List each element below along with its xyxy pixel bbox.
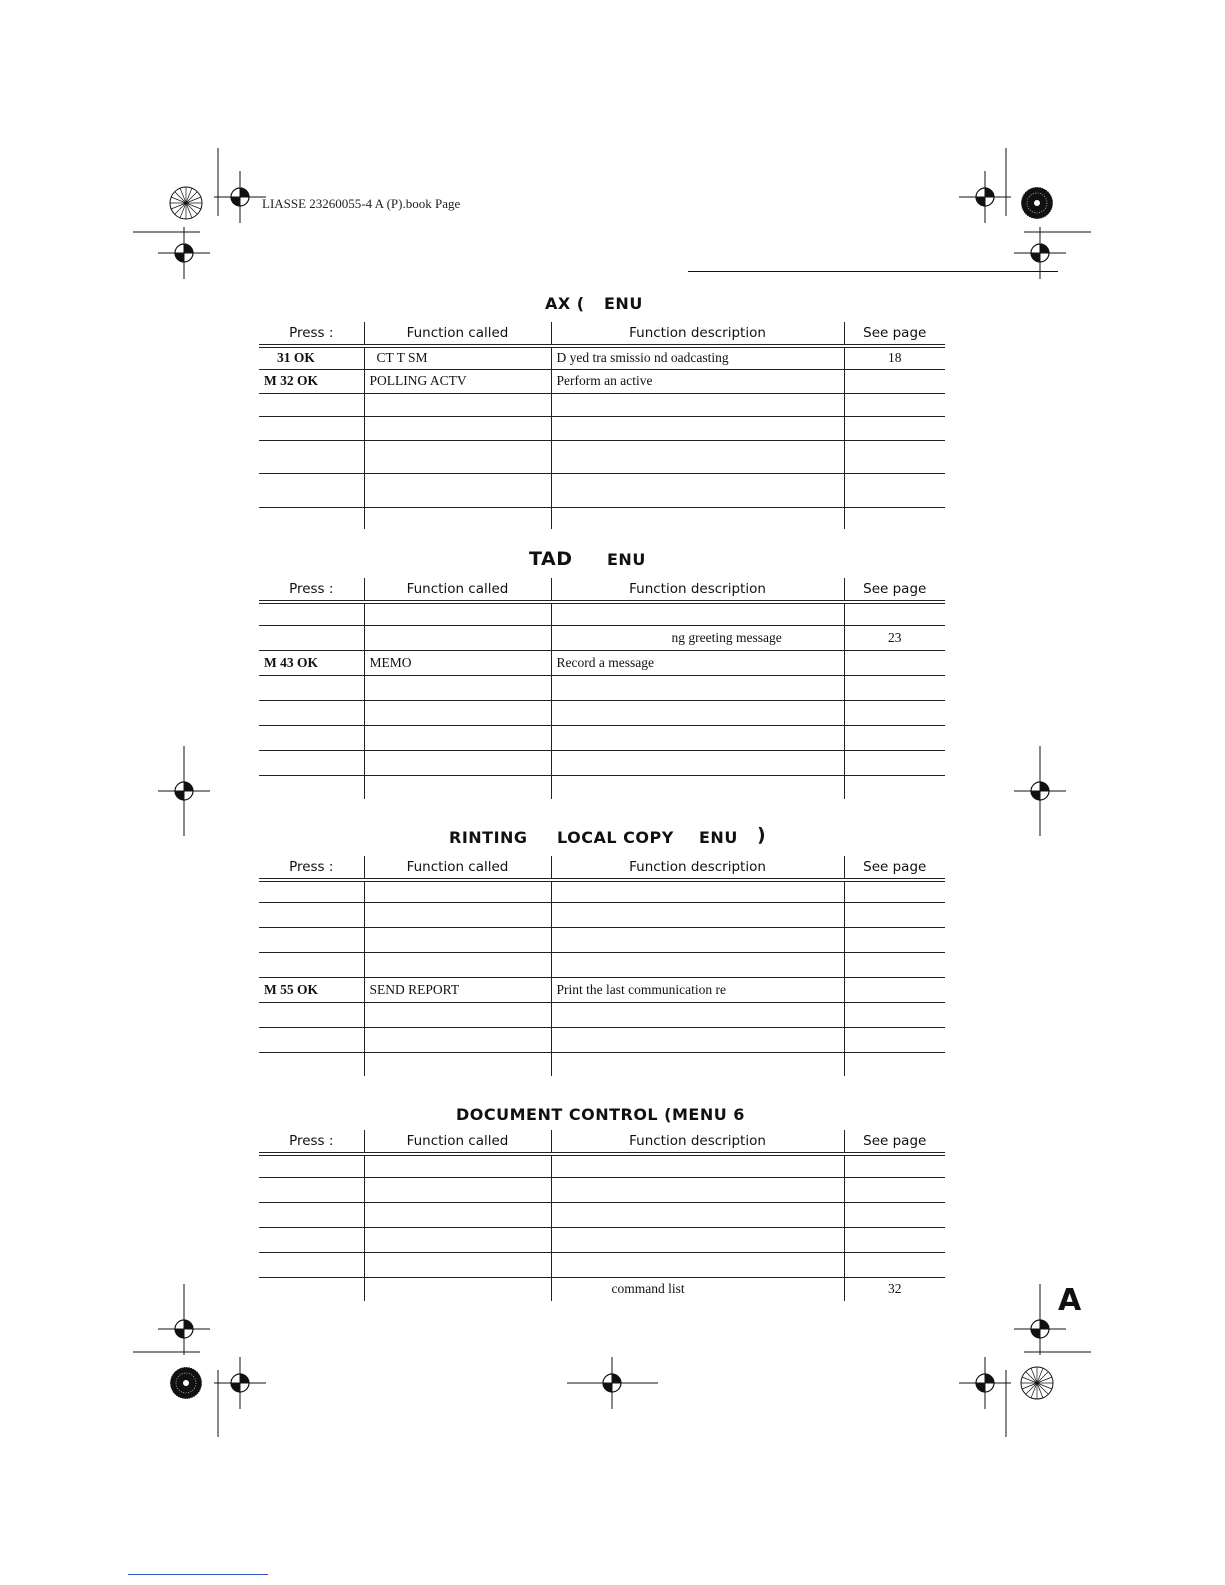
- function-cell: CT T SM: [364, 346, 551, 369]
- description-cell: [551, 1227, 844, 1252]
- page-cell: [844, 393, 945, 416]
- table-row: [259, 346, 945, 369]
- description-cell: [551, 775, 844, 799]
- title-part: ENU: [604, 294, 643, 313]
- function-cell: [364, 602, 551, 625]
- title-part: RINTING: [449, 828, 528, 847]
- table-row: [259, 650, 945, 675]
- page-cell: [844, 902, 945, 927]
- printing-menu-table: [259, 856, 945, 1076]
- section-title: [259, 824, 945, 852]
- press-cell: M 32 OK: [259, 369, 364, 393]
- title-part: ENU: [607, 550, 646, 569]
- press-cell: [259, 902, 364, 927]
- table-row: [259, 1154, 945, 1177]
- description-cell: [551, 1052, 844, 1076]
- table-header-row: [259, 578, 945, 602]
- description-cell: [551, 675, 844, 700]
- function-cell: [364, 1002, 551, 1027]
- function-cell: [364, 1027, 551, 1052]
- description-cell: [551, 952, 844, 977]
- fax-menu-table: [259, 322, 945, 529]
- page-cell: [844, 977, 945, 1002]
- function-cell: MEMO: [364, 650, 551, 675]
- description-cell: [551, 473, 844, 507]
- table-row: [259, 977, 945, 1002]
- press-cell: [259, 700, 364, 725]
- column-header-see-page: See page: [844, 578, 945, 602]
- column-header-see-page: See page: [844, 1130, 945, 1154]
- footer-link-underline: [128, 1574, 268, 1575]
- page-cell: [844, 473, 945, 507]
- function-cell: [364, 1252, 551, 1277]
- table-row: [259, 1177, 945, 1202]
- table-row: [259, 952, 945, 977]
- registration-crosshair: [214, 1357, 266, 1409]
- function-cell: [364, 1202, 551, 1227]
- page-cell: [844, 440, 945, 473]
- press-cell: [259, 473, 364, 507]
- function-cell: [364, 902, 551, 927]
- column-header-function-called: Function called: [364, 856, 551, 880]
- press-cell: [259, 880, 364, 902]
- description-cell: [551, 927, 844, 952]
- page-cell: [844, 1027, 945, 1052]
- column-header-press: Press :: [259, 322, 364, 346]
- description-cell: [551, 1154, 844, 1177]
- column-header-press: Press :: [259, 1130, 364, 1154]
- table-row: [259, 1027, 945, 1052]
- table-row: [259, 775, 945, 799]
- press-cell: M 55 OK: [259, 977, 364, 1002]
- section-title: [259, 550, 945, 574]
- function-cell: SEND REPORT: [364, 977, 551, 1002]
- function-cell: [364, 1177, 551, 1202]
- function-cell: [364, 507, 551, 529]
- table-row: [259, 369, 945, 393]
- press-cell: M 43 OK: [259, 650, 364, 675]
- table-row: [259, 902, 945, 927]
- page-cell: [844, 880, 945, 902]
- description-cell: [551, 1002, 844, 1027]
- function-cell: [364, 700, 551, 725]
- function-cell: [364, 1227, 551, 1252]
- page-cell: [844, 369, 945, 393]
- table-row: [259, 1252, 945, 1277]
- page-cell: [844, 700, 945, 725]
- table-row: [259, 750, 945, 775]
- column-header-function-description: Function description: [551, 578, 844, 602]
- table-row: [259, 1052, 945, 1076]
- description-cell: [551, 880, 844, 902]
- press-cell: [259, 1277, 364, 1301]
- title-part: AX (: [545, 294, 585, 313]
- page-cell: [844, 725, 945, 750]
- page-cell: [844, 416, 945, 440]
- press-cell: [259, 750, 364, 775]
- press-cell: [259, 416, 364, 440]
- table-header-row: [259, 1130, 945, 1154]
- column-header-function-called: Function called: [364, 1130, 551, 1154]
- page-cell: [844, 675, 945, 700]
- table-row: [259, 625, 945, 650]
- description-cell: Record a message: [551, 650, 844, 675]
- press-cell: [259, 602, 364, 625]
- page-cell: [844, 750, 945, 775]
- press-cell: [259, 393, 364, 416]
- registration-star-mark: [170, 187, 202, 219]
- column-header-function-description: Function description: [551, 856, 844, 880]
- page-cell: [844, 775, 945, 799]
- table-row: [259, 440, 945, 473]
- description-cell: [551, 393, 844, 416]
- title-part: ENU: [699, 828, 738, 847]
- description-cell: [551, 1027, 844, 1052]
- function-cell: [364, 952, 551, 977]
- registration-star-mark: [1021, 1367, 1053, 1399]
- description-cell: ng greeting message: [551, 625, 844, 650]
- column-header-function-called: Function called: [364, 578, 551, 602]
- page-cell: [844, 1177, 945, 1202]
- function-cell: [364, 1154, 551, 1177]
- function-cell: POLLING ACTV: [364, 369, 551, 393]
- table-row: [259, 393, 945, 416]
- table-row: [259, 725, 945, 750]
- page-cell: [844, 1252, 945, 1277]
- description-cell: Perform an active: [551, 369, 844, 393]
- table-header-row: [259, 856, 945, 880]
- press-cell: [259, 775, 364, 799]
- function-cell: [364, 1052, 551, 1076]
- function-cell: [364, 625, 551, 650]
- tad-menu-table: [259, 578, 945, 799]
- section-title: [259, 1105, 945, 1129]
- press-cell: [259, 507, 364, 529]
- function-cell: [364, 750, 551, 775]
- table-row: [259, 473, 945, 507]
- title-part: LOCAL COPY: [557, 828, 674, 847]
- description-cell: [551, 1252, 844, 1277]
- description-cell: [551, 416, 844, 440]
- press-cell: [259, 675, 364, 700]
- page-cell: [844, 1002, 945, 1027]
- function-cell: [364, 473, 551, 507]
- description-cell: [551, 750, 844, 775]
- press-cell: [259, 1052, 364, 1076]
- function-cell: [364, 440, 551, 473]
- title-part: TAD: [529, 548, 573, 570]
- press-cell: [259, 952, 364, 977]
- function-cell: [364, 775, 551, 799]
- table-row: [259, 675, 945, 700]
- column-header-see-page: See page: [844, 322, 945, 346]
- page-cell: [844, 602, 945, 625]
- table-row: [259, 507, 945, 529]
- press-cell: [259, 1154, 364, 1177]
- title-part: ): [757, 824, 767, 846]
- function-cell: [364, 675, 551, 700]
- press-cell: [259, 927, 364, 952]
- page-cell: [844, 507, 945, 529]
- page-cell: [844, 952, 945, 977]
- column-header-function-description: Function description: [551, 1130, 844, 1154]
- registration-star-mark: [1021, 187, 1053, 219]
- registration-crosshair: [959, 171, 1011, 223]
- table-row: [259, 1227, 945, 1252]
- page-cell: [844, 650, 945, 675]
- registration-crosshair: [214, 171, 266, 223]
- description-cell: [551, 700, 844, 725]
- description-cell: [551, 1202, 844, 1227]
- description-cell: D yed tra smissio nd oadcasting: [551, 346, 844, 369]
- description-cell: command list: [551, 1277, 844, 1301]
- title-part: DOCUMENT CONTROL (MENU 6: [456, 1105, 745, 1124]
- table-row: [259, 1002, 945, 1027]
- registration-crosshair: [158, 227, 210, 279]
- press-cell: [259, 625, 364, 650]
- page-cell: [844, 1202, 945, 1227]
- press-cell: [259, 725, 364, 750]
- section-title: [259, 294, 945, 318]
- description-cell: [551, 602, 844, 625]
- table-row: [259, 880, 945, 902]
- table-row: [259, 1202, 945, 1227]
- page-cell: [844, 1227, 945, 1252]
- function-cell: [364, 393, 551, 416]
- book-file-label: LIASSE 23260055-4 A (P).book Page: [262, 196, 461, 211]
- press-cell: [259, 1252, 364, 1277]
- column-header-press: Press :: [259, 578, 364, 602]
- column-header-press: Press :: [259, 856, 364, 880]
- description-cell: [551, 725, 844, 750]
- press-cell: [259, 1002, 364, 1027]
- function-cell: [364, 416, 551, 440]
- column-header-function-called: Function called: [364, 322, 551, 346]
- column-header-function-description: Function description: [551, 322, 844, 346]
- page-cell: [844, 1154, 945, 1177]
- page-cell: 18: [844, 346, 945, 369]
- page-cell: 23: [844, 625, 945, 650]
- table-row: [259, 416, 945, 440]
- function-cell: [364, 880, 551, 902]
- press-cell: [259, 1202, 364, 1227]
- description-cell: [551, 902, 844, 927]
- table-row: [259, 602, 945, 625]
- page-cell: [844, 1052, 945, 1076]
- description-cell: [551, 440, 844, 473]
- function-cell: [364, 725, 551, 750]
- press-cell: [259, 440, 364, 473]
- registration-crosshair: [959, 1357, 1011, 1409]
- press-cell: [259, 1027, 364, 1052]
- document-control-table: [259, 1130, 945, 1301]
- press-cell: [259, 1177, 364, 1202]
- header-rule: [688, 271, 1058, 272]
- press-cell: 31 OK: [259, 346, 364, 369]
- page-cell: [844, 927, 945, 952]
- page-cell: 32: [844, 1277, 945, 1301]
- press-cell: [259, 1227, 364, 1252]
- description-cell: [551, 1177, 844, 1202]
- description-cell: [551, 507, 844, 529]
- table-row: [259, 1277, 945, 1301]
- registration-star-mark: [170, 1367, 202, 1399]
- column-header-see-page: See page: [844, 856, 945, 880]
- table-header-row: [259, 322, 945, 346]
- function-cell: [364, 927, 551, 952]
- chapter-tab-letter: A: [1058, 1283, 1082, 1318]
- function-cell: [364, 1277, 551, 1301]
- table-row: [259, 700, 945, 725]
- description-cell: Print the last communication re: [551, 977, 844, 1002]
- table-row: [259, 927, 945, 952]
